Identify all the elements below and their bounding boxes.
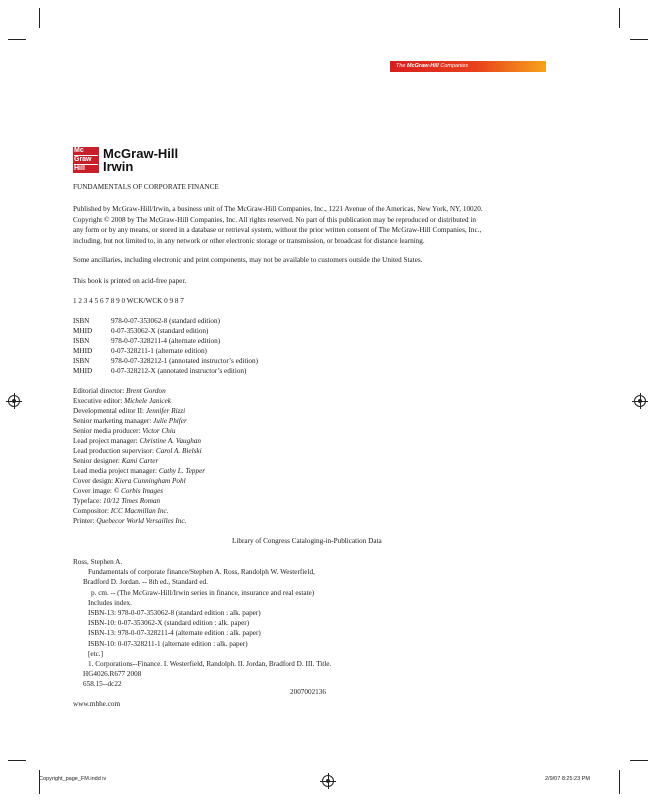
cip-line: 658.15--dc22: [83, 680, 122, 689]
credit-name: Christine A. Vaughan: [139, 437, 202, 445]
cip-line: Fundamentals of corporate finance/Stephen A. Ross, Randolph W. Westerfield,: [88, 568, 315, 577]
cip-line: Ross, Stephen A.: [73, 558, 123, 566]
isbn-label: ISBN: [73, 317, 90, 325]
crop-mark: [8, 39, 26, 40]
credit-name: Jennifer Rizzi: [145, 407, 186, 415]
credit-role: Editorial director:: [73, 387, 127, 395]
registration-mark-icon: [8, 395, 20, 407]
credit-role: Senior media producer:: [73, 427, 143, 435]
credit-name: Kiera Cunningham Pohl: [114, 477, 186, 485]
credit-line: [73, 516, 205, 526]
credits-list: [73, 386, 205, 526]
credit-line: [73, 506, 205, 516]
copyright-line: Published by McGraw-Hill/Irwin, a business unit of The McGraw-Hill Companies, Inc., 1221 Avenue of the Americas, New York, NY, 10020.: [73, 205, 483, 213]
credit-line: [73, 466, 205, 476]
cip-line: ISBN-13: 978-0-07-328211-4 (alternate edition : alk. paper): [88, 629, 261, 638]
lccn: 2007002136: [290, 688, 326, 696]
cip-line: p. cm. -- (The McGraw-Hill/Irwin series in finance, insurance and real estate): [91, 588, 315, 597]
crop-mark: [630, 39, 648, 40]
credit-role: Cover image:: [73, 487, 114, 495]
crop-mark: [619, 770, 620, 794]
cip-line: ISBN-10: 0-07-328211-1 (alternate edition : alk. paper): [88, 639, 248, 648]
copyright-line: Copyright © 2008 by The McGraw-Hill Companies, Inc. All rights reserved. No part of this publication may be reproduced or distributed in: [73, 215, 476, 224]
slug-timestamp: 2/9/07 8:25:23 PM: [545, 776, 590, 782]
cip-block: [73, 557, 331, 689]
logo-wordmark: [103, 147, 178, 173]
logo-box-line: Hill: [74, 165, 85, 172]
cip-line: Bradford D. Jordan. -- 8th ed., Standard ed.: [83, 578, 208, 587]
isbn-value: 978-0-07-328212-1 (annotated instructor’s edition): [111, 357, 258, 365]
book-title: FUNDAMENTALS OF CORPORATE FINANCE: [73, 183, 219, 191]
isbn-label: MHID: [73, 367, 93, 375]
credit-line: [73, 386, 205, 396]
crop-mark: [39, 8, 40, 28]
credit-line: [73, 476, 205, 486]
cip-line: 1. Corporations--Finance. I. Westerfield, Randolph. II. Jordan, Bradford D. III. Title.: [88, 659, 332, 668]
registration-mark-icon: [322, 775, 334, 787]
credit-name: Michele Janicek: [124, 397, 171, 405]
banner-prefix: The: [396, 63, 406, 69]
credit-role: Lead media project manager:: [73, 467, 159, 475]
credit-line: [73, 396, 205, 406]
credit-name: Brent Gordon: [126, 387, 166, 395]
credit-line: [73, 416, 205, 426]
banner-brand: McGraw-Hill: [407, 63, 439, 69]
credit-line: [73, 486, 205, 496]
credit-name: 10/12 Times Roman: [103, 497, 161, 505]
credit-name: © Corbis Images: [113, 487, 164, 495]
credit-name: Cathy L. Tepper: [158, 467, 206, 475]
isbn-value: 0-07-328212-X (annotated instructor’s edition): [111, 367, 247, 375]
credit-role: Lead production supervisor:: [73, 447, 156, 455]
isbn-row: [73, 316, 258, 326]
credit-name: Carol A. Bielski: [155, 447, 202, 455]
print-line: 1 2 3 4 5 6 7 8 9 0 WCK/WCK 0 9 8 7: [73, 297, 184, 305]
isbn-value: 0-07-328211-1 (alternate edition): [111, 347, 207, 355]
credit-line: [73, 406, 205, 416]
credit-role: Lead project manager:: [73, 437, 140, 445]
mcgraw-hill-irwin-logo: [73, 147, 178, 173]
cip-line: [etc.]: [88, 649, 103, 658]
registration-mark-icon: [634, 395, 646, 407]
publisher-banner: [390, 61, 546, 72]
isbn-label: MHID: [73, 347, 93, 355]
credit-name: Kami Carter: [121, 457, 159, 465]
credit-name: Victor Chiu: [142, 427, 176, 435]
website: www.mhhe.com: [73, 700, 121, 708]
logo-box-line: Graw: [74, 156, 98, 165]
logo-line-2: Irwin: [103, 159, 134, 174]
crop-mark: [619, 8, 620, 28]
credit-role: Cover design:: [73, 477, 115, 485]
logo-line-1: McGraw-Hill: [103, 146, 179, 161]
isbn-row: [73, 336, 258, 346]
cip-line: ISBN-13: 978-0-07-353062-8 (standard edition : alk. paper): [88, 608, 261, 617]
credit-role: Compositor:: [73, 507, 111, 515]
credit-line: [73, 446, 205, 456]
slug-filename: Copyright_page_FM.indd iv: [39, 776, 107, 782]
isbn-table: [73, 316, 258, 376]
ancillaries-note: Some ancillaries, including electronic and print components, may not be available to customers outside the United States.: [73, 256, 423, 264]
copyright-paragraph: [73, 204, 533, 246]
credit-role: Senior marketing manager:: [73, 417, 154, 425]
paper-note: This book is printed on acid-free paper.: [73, 277, 187, 285]
credit-role: Developmental editor II:: [73, 407, 146, 415]
credit-name: Julie Phifer: [153, 417, 187, 425]
credit-name: ICC Macmillan Inc.: [110, 507, 169, 515]
isbn-value: 978-0-07-353062-8 (standard edition): [111, 317, 220, 325]
credit-role: Executive editor:: [73, 397, 125, 405]
mcgraw-hill-logo-icon: [73, 147, 99, 173]
cip-line: Includes index.: [88, 598, 132, 607]
credit-role: Typeface:: [73, 497, 104, 505]
isbn-row: [73, 356, 258, 366]
crop-mark: [630, 760, 648, 761]
copyright-line: including, but not limited to, in any network or other electronic storage or transmission, or broadcast for distance learning.: [73, 236, 425, 245]
isbn-label: ISBN: [73, 337, 90, 345]
isbn-row: [73, 346, 258, 356]
credit-line: [73, 456, 205, 466]
isbn-row: [73, 366, 258, 376]
banner-suffix: Companies: [440, 63, 469, 69]
logo-box-line: Mc: [74, 147, 98, 156]
cip-line: ISBN-10: 0-07-353062-X (standard edition : alk. paper): [88, 619, 250, 628]
credit-name: Quebecor World Versailles Inc.: [96, 517, 187, 525]
credit-role: Printer:: [73, 517, 97, 525]
isbn-value: 978-0-07-328211-4 (alternate edition): [111, 337, 221, 345]
copyright-line: any form or by any means, or stored in a database or retrieval system, without the prior written consent of The McGraw-Hill Companies, Inc.,: [73, 226, 482, 235]
credit-line: [73, 426, 205, 436]
credit-line: [73, 496, 205, 506]
isbn-label: MHID: [73, 327, 93, 335]
credit-role: Senior designer:: [73, 457, 122, 465]
isbn-label: ISBN: [73, 357, 90, 365]
cip-heading: Library of Congress Cataloging-in-Publication Data: [232, 537, 382, 545]
crop-mark: [8, 760, 26, 761]
isbn-row: [73, 326, 258, 336]
cip-line: HG4026.R677 2008: [83, 670, 142, 679]
credit-line: [73, 436, 205, 446]
isbn-value: 0-07-353062-X (standard edition): [111, 327, 209, 335]
